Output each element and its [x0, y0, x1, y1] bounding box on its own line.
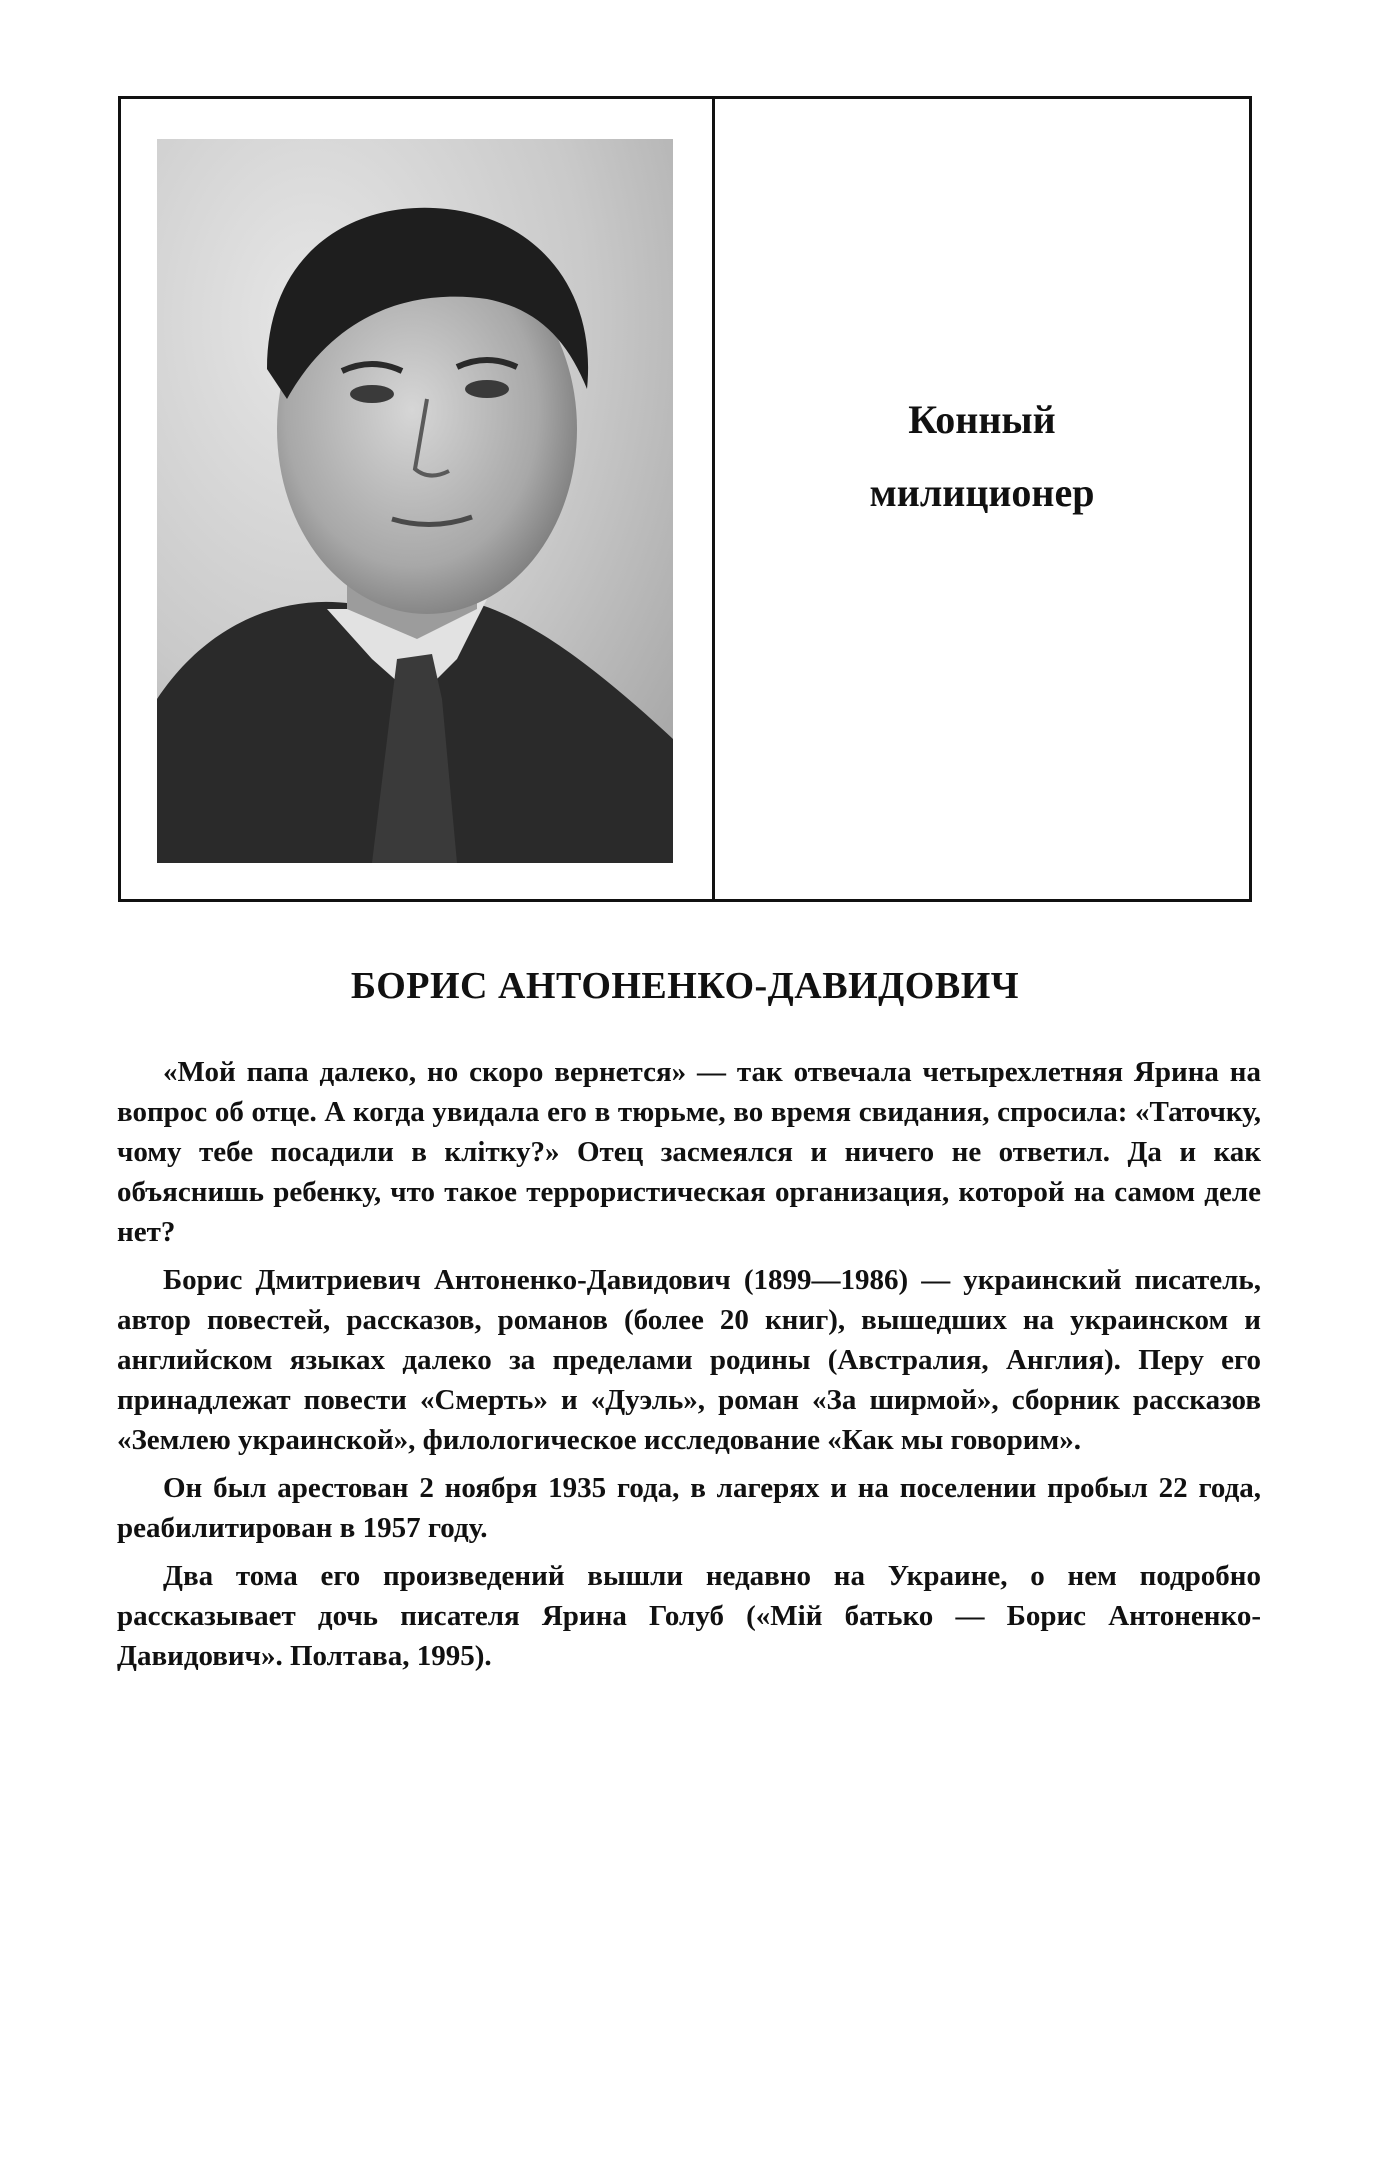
author-heading: БОРИС АНТОНЕНКО-ДАВИДОВИЧ	[350, 965, 1020, 1007]
title-cell	[715, 99, 1249, 899]
portrait-image	[157, 139, 673, 863]
title-frame	[118, 96, 1252, 902]
portrait-photo	[157, 139, 673, 863]
chapter-title	[715, 383, 1249, 529]
chapter-title-line1: Конный	[908, 397, 1056, 442]
paragraph-1: «Мой папа далеко, но скоро вернется» — так отвечала четырехлетняя Ярина на вопрос об отце. А когда увидала его в тюрьме, во время свидания, спросила: «Таточку, чому тебе посадили в клiтку?» Отец засмеялся и ничего не ответил. Да и как объяснишь ребенку, что такое террористическая организация, которой на самом деле нет?	[117, 1056, 1261, 1248]
article-body	[117, 1052, 1261, 1684]
paragraph-2: Борис Дмитриевич Антоненко-Давидович (1899—1986) — украинский писатель, автор повестей, рассказов, романов (более 20 книг), вышедших на украинском и английском языках далеко за пределами родины (Австралия, Англия). Перу его принадлежат повести «Смерть» и «Дуэль», роман «За ширмой», сборник рассказов «Землею украинской», филологическое исследование «Как мы говорим».	[117, 1264, 1261, 1456]
chapter-title-line2: милиционер	[869, 470, 1095, 515]
paragraph-3: Он был арестован 2 ноября 1935 года, в лагерях и на поселении пробыл 22 года, реабилитирован в 1957 году.	[117, 1472, 1261, 1544]
paragraph-4: Два тома его произведений вышли недавно на Украине, о нем подробно рассказывает дочь писателя Ярина Голуб («Мiй батько — Борис Антоненко-Давидович». Полтава, 1995).	[117, 1560, 1261, 1672]
photo-cell	[121, 99, 715, 899]
